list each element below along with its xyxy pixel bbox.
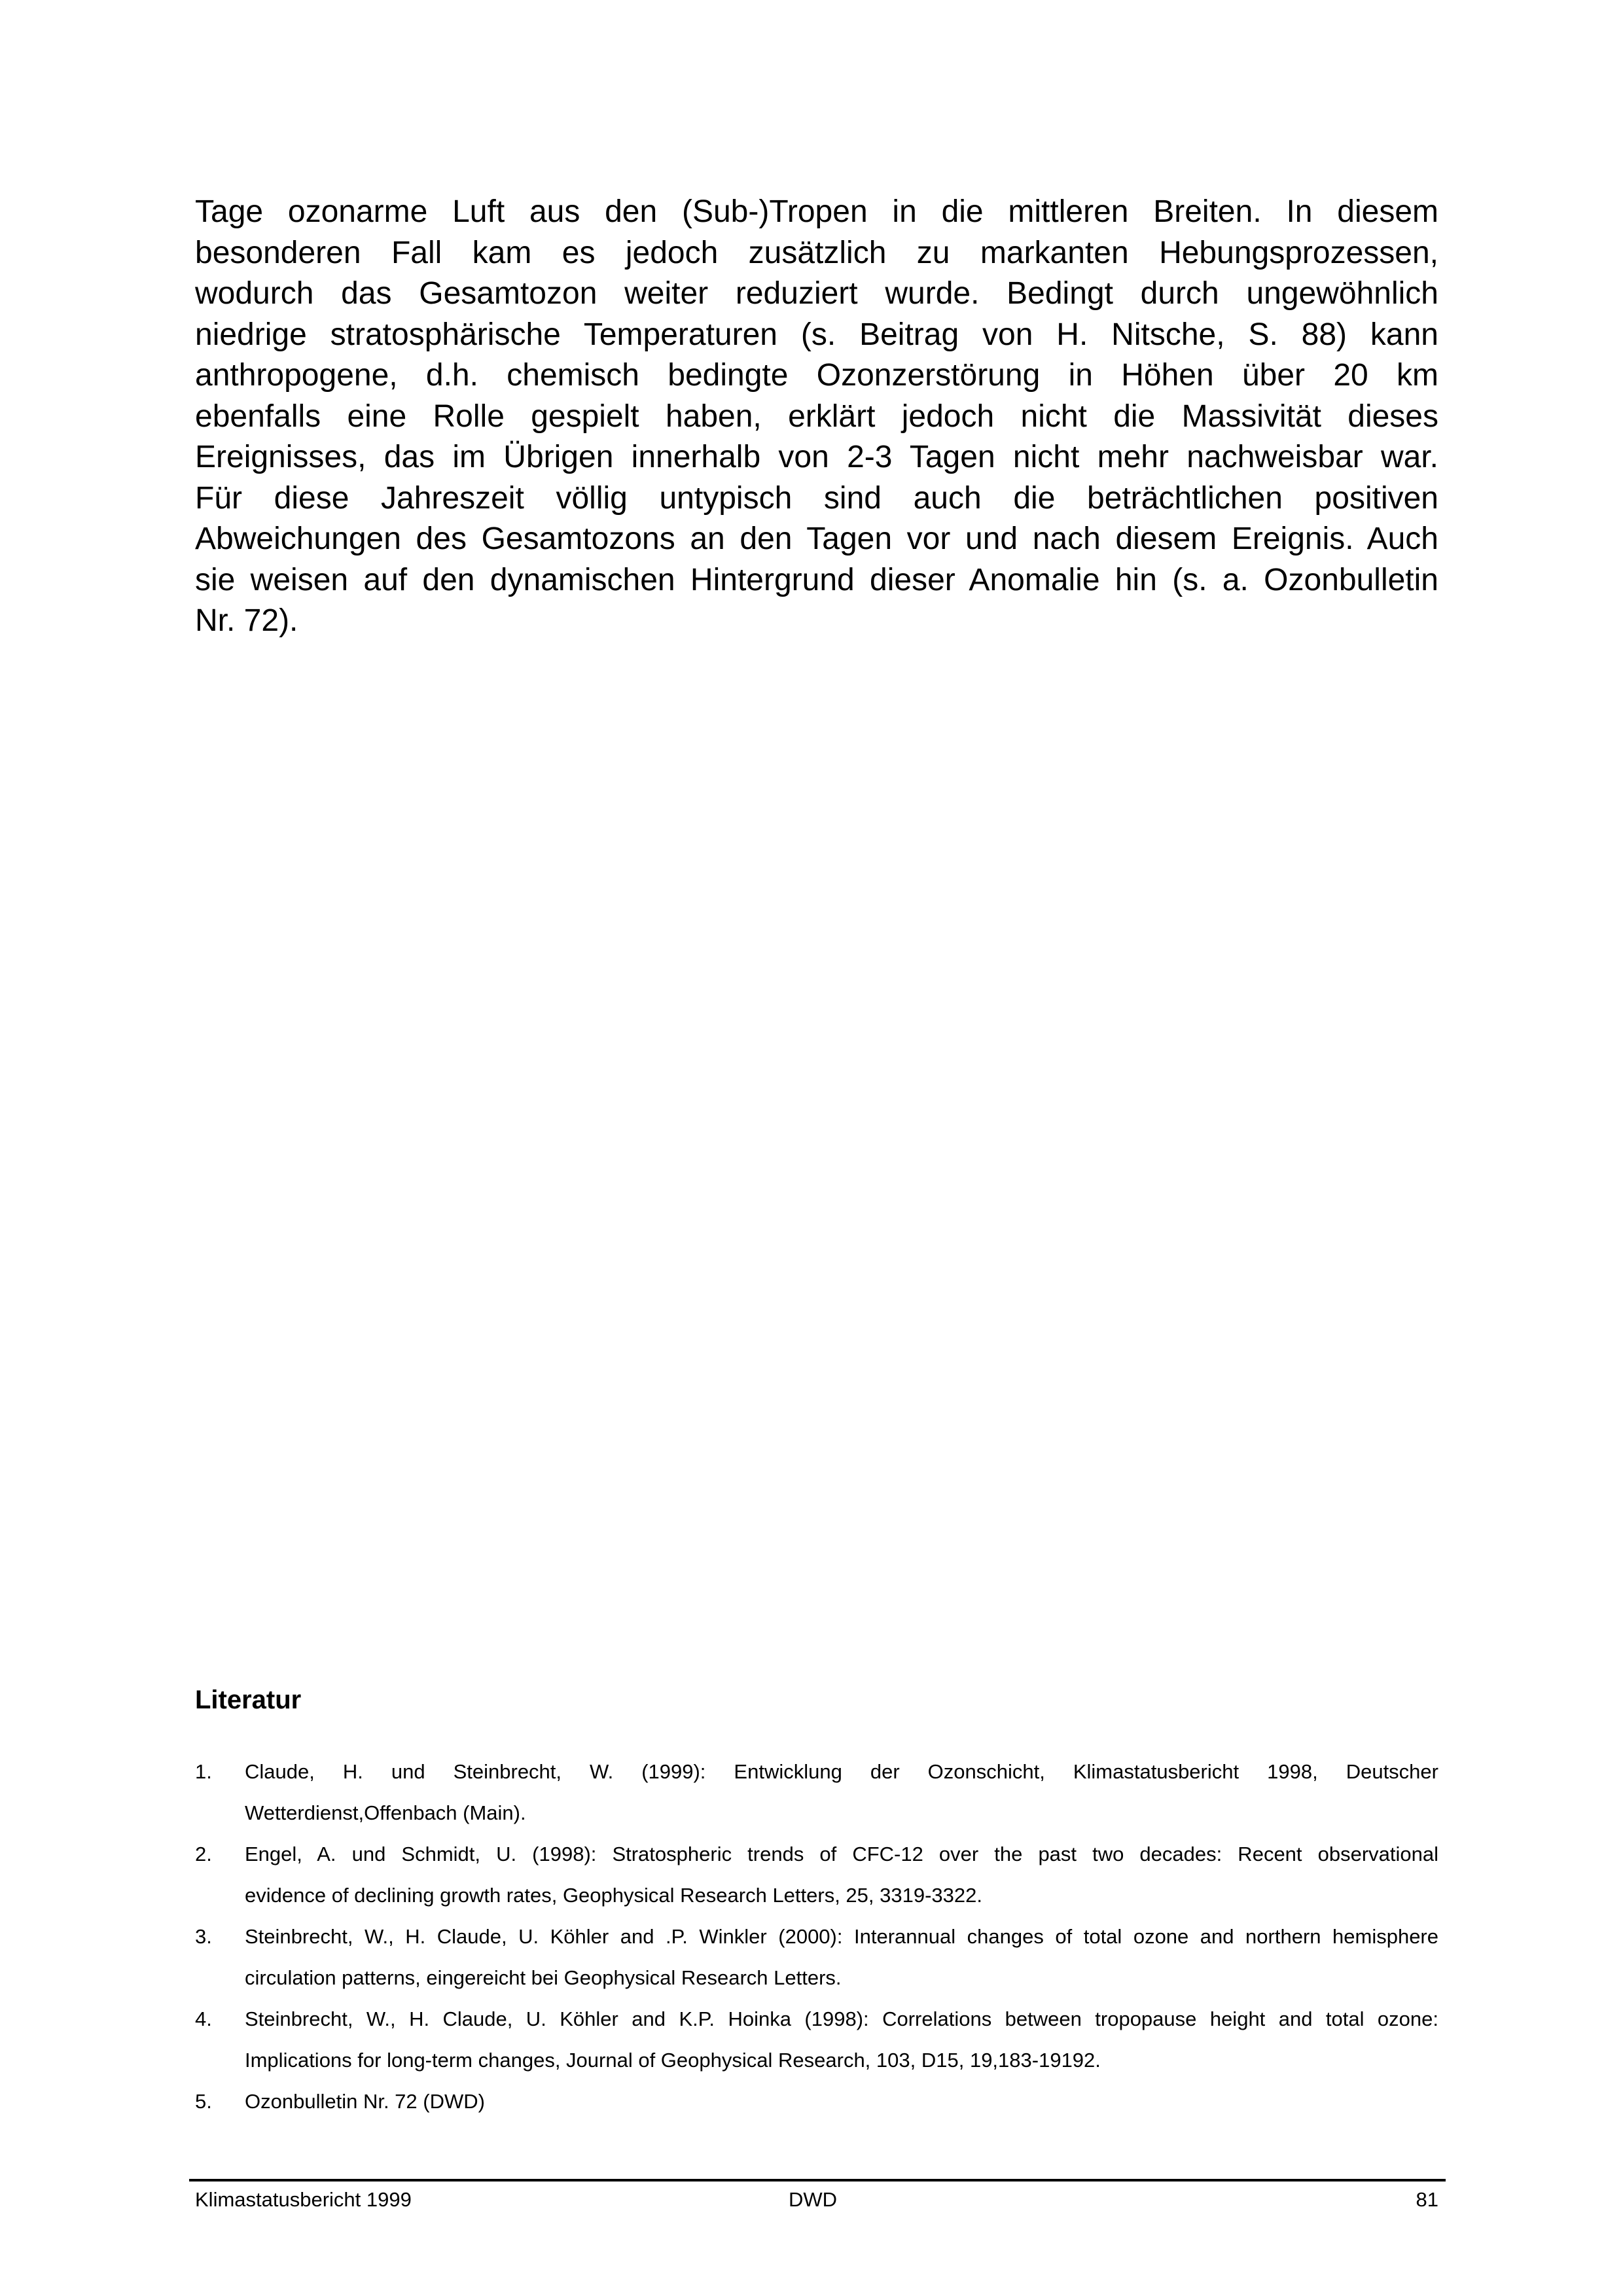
body-line: anthropogene, d.h. chemisch bedingte Ozonzerstörung in Höhen über 20 km bbox=[195, 358, 1438, 393]
reference-line: Wetterdienst,Offenbach (Main). bbox=[245, 1801, 526, 1824]
reference-number: 2. bbox=[195, 1843, 212, 1865]
page-number: 81 bbox=[1416, 2188, 1438, 2211]
body-line: Nr. 72). bbox=[195, 603, 298, 638]
reference-number: 5. bbox=[195, 2090, 212, 2113]
reference-item bbox=[195, 1833, 1438, 1916]
body-line: Für diese Jahreszeit völlig untypisch sind auch die beträchtlichen positiven bbox=[195, 480, 1438, 516]
footer-divider bbox=[189, 2179, 1446, 2181]
reference-item bbox=[195, 2081, 1438, 2122]
body-line: sie weisen auf den dynamischen Hintergrund dieser Anomalie hin (s. a. Ozonbulletin bbox=[195, 562, 1438, 597]
reference-item bbox=[195, 1998, 1438, 2081]
body-line: Abweichungen des Gesamtozons an den Tagen vor und nach diesem Ereignis. Auch bbox=[195, 521, 1438, 556]
reference-number: 3. bbox=[195, 1925, 212, 1948]
reference-line: Engel, A. und Schmidt, U. (1998): Stratospheric trends of CFC-12 over the past two decades: Recent observational bbox=[245, 1843, 1438, 1865]
body-line: wodurch das Gesamtozon weiter reduziert wurde. Bedingt durch ungewöhnlich bbox=[195, 276, 1438, 311]
body-paragraph bbox=[195, 192, 1438, 642]
reference-number: 1. bbox=[195, 1760, 212, 1783]
body-line: Tage ozonarme Luft aus den (Sub-)Tropen in die mittleren Breiten. In diesem bbox=[195, 194, 1438, 229]
reference-line: Ozonbulletin Nr. 72 (DWD) bbox=[245, 2090, 485, 2113]
reference-line: evidence of declining growth rates, Geophysical Research Letters, 25, 3319-3322. bbox=[245, 1884, 983, 1907]
reference-number: 4. bbox=[195, 2007, 212, 2030]
footer-publisher: DWD bbox=[789, 2188, 838, 2211]
literature-heading: Literatur bbox=[195, 1686, 302, 1714]
reference-line: circulation patterns, eingereicht bei Geophysical Research Letters. bbox=[245, 1966, 842, 1989]
reference-line: Implications for long-term changes, Journal of Geophysical Research, 103, D15, 19,183-19192. bbox=[245, 2049, 1101, 2072]
reference-line: Steinbrecht, W., H. Claude, U. Köhler and K.P. Hoinka (1998): Correlations between tropopause height and total ozone: bbox=[245, 2007, 1438, 2030]
reference-item bbox=[195, 1916, 1438, 1998]
reference-item bbox=[195, 1751, 1438, 1833]
body-line: Ereignisses, das im Übrigen innerhalb von 2-3 Tagen nicht mehr nachweisbar war. bbox=[195, 440, 1438, 474]
body-line: niedrige stratosphärische Temperaturen (s. Beitrag von H. Nitsche, S. 88) kann bbox=[195, 317, 1438, 352]
reference-list bbox=[195, 1751, 1438, 2122]
body-line: ebenfalls eine Rolle gespielt haben, erklärt jedoch nicht die Massivität dieses bbox=[195, 398, 1438, 434]
reference-line: Steinbrecht, W., H. Claude, U. Köhler and .P. Winkler (2000): Interannual changes of total ozone and northern hemisphere bbox=[245, 1925, 1438, 1948]
reference-line: Claude, H. und Steinbrecht, W. (1999): Entwicklung der Ozonschicht, Klimastatusbericht 1998, Deutscher bbox=[245, 1760, 1438, 1783]
body-line: besonderen Fall kam es jedoch zusätzlich zu markanten Hebungsprozessen, bbox=[195, 235, 1438, 270]
footer-publication: Klimastatusbericht 1999 bbox=[195, 2188, 412, 2211]
